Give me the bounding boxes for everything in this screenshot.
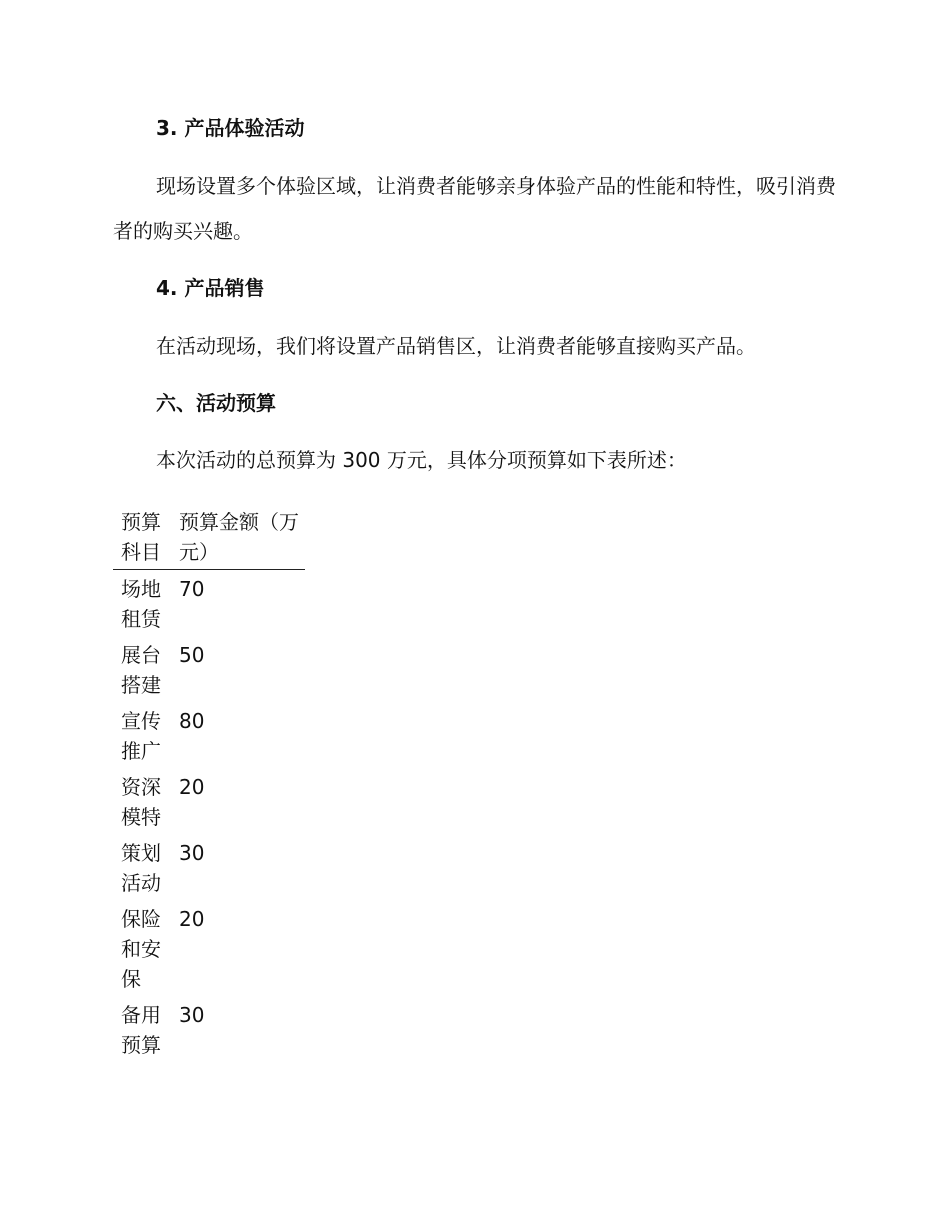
table-cell-subject: 备用预算 xyxy=(121,1003,161,1057)
table-cell-subject: 宣传推广 xyxy=(121,709,161,763)
section-body-experience: 现场设置多个体验区域，让消费者能够亲身体验产品的性能和特性，吸引消费者的购买兴趣。 xyxy=(113,174,836,243)
table-row xyxy=(113,636,305,702)
table-cell-subject: 展台搭建 xyxy=(121,643,161,697)
table-cell-subject: 场地租赁 xyxy=(121,577,161,631)
table-row xyxy=(113,768,305,834)
table-cell-amount: 30 xyxy=(179,841,205,865)
table-header-amount: 预算金额（万元） xyxy=(171,505,305,570)
budget-table xyxy=(113,505,305,1062)
table-cell-subject: 保险和安保 xyxy=(121,907,161,991)
table-row xyxy=(113,702,305,768)
section-heading-experience: 3. 产品体验活动 xyxy=(156,116,305,140)
table-cell-amount: 20 xyxy=(179,775,205,799)
table-cell-amount: 50 xyxy=(179,643,205,667)
table-row xyxy=(113,570,305,637)
table-row xyxy=(113,900,305,996)
section-heading-sales: 4. 产品销售 xyxy=(156,276,265,300)
table-cell-amount: 80 xyxy=(179,709,205,733)
table-row xyxy=(113,834,305,900)
table-cell-amount: 30 xyxy=(179,1003,205,1027)
section-heading-budget: 六、活动预算 xyxy=(156,391,276,415)
table-cell-subject: 资深模特 xyxy=(121,775,161,829)
table-row xyxy=(113,996,305,1062)
section-body-sales: 在活动现场，我们将设置产品销售区，让消费者能够直接购买产品。 xyxy=(156,334,756,358)
table-header-subject: 预算科目 xyxy=(113,505,171,570)
table-cell-amount: 70 xyxy=(179,577,205,601)
table-cell-subject: 策划活动 xyxy=(121,841,161,895)
section-body-budget: 本次活动的总预算为 300 万元，具体分项预算如下表所述： xyxy=(156,448,687,472)
table-cell-amount: 20 xyxy=(179,907,205,931)
table-header-row xyxy=(113,505,305,570)
